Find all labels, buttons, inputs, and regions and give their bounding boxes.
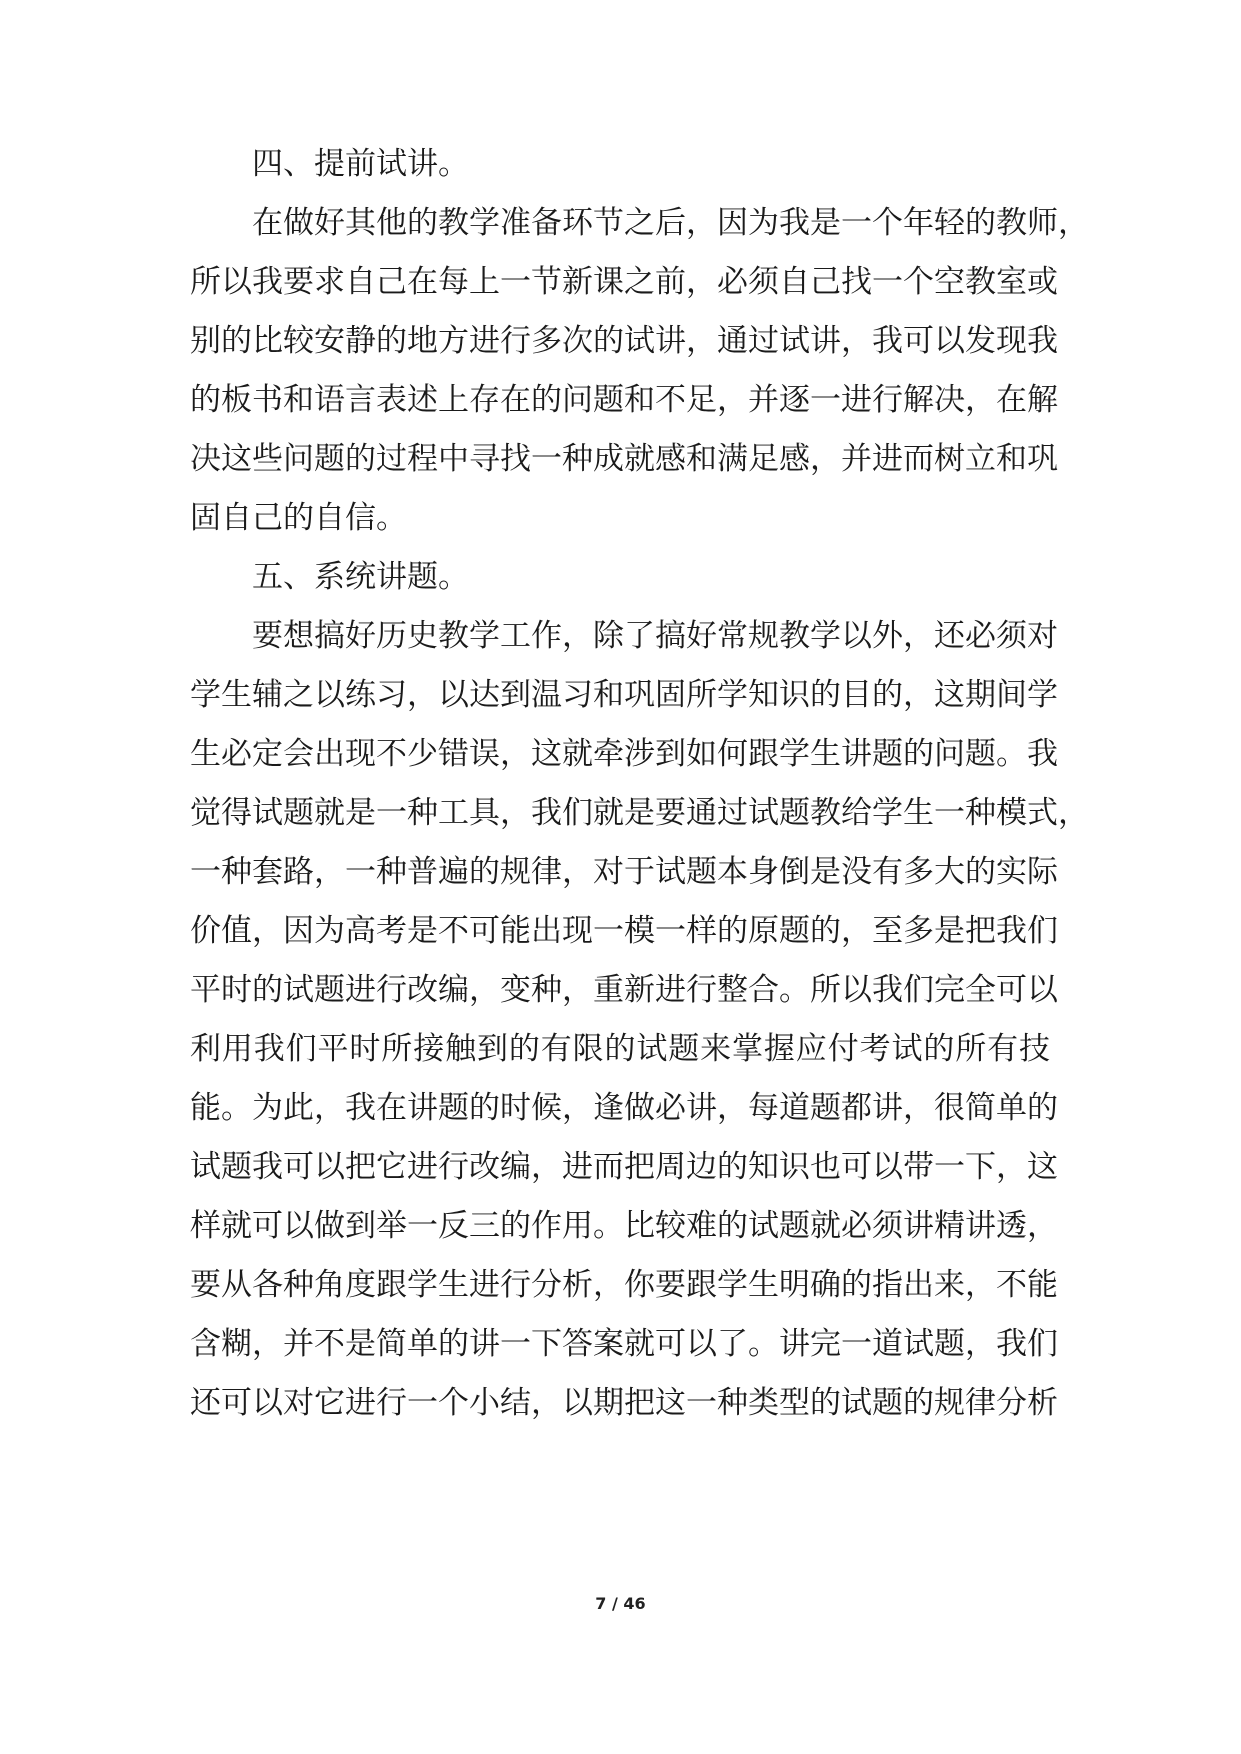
paragraph-line: 要想搞好历史教学工作，除了搞好常规教学以外，还必须对 <box>252 618 1058 654</box>
paragraph-line: 要从各种角度跟学生进行分析，你要跟学生明确的指出来，不能 <box>190 1267 1058 1303</box>
paragraph-line: 所以我要求自己在每上一节新课之前，必须自己找一个空教室或 <box>190 264 1058 300</box>
paragraph-line: 固自己的自信。 <box>190 500 407 536</box>
paragraph-line: 价值，因为高考是不可能出现一模一样的原题的，至多是把我们 <box>190 913 1058 949</box>
paragraph-line: 一种套路，一种普遍的规律，对于试题本身倒是没有多大的实际 <box>190 854 1058 890</box>
paragraph-line: 生必定会出现不少错误，这就牵涉到如何跟学生讲题的问题。我 <box>190 736 1058 772</box>
page-number: 7 / 46 <box>595 1594 646 1613</box>
paragraph-line: 觉得试题就是一种工具，我们就是要通过试题教给学生一种模式， <box>190 795 1089 831</box>
paragraph-line: 含糊，并不是简单的讲一下答案就可以了。讲完一道试题，我们 <box>190 1326 1058 1362</box>
paragraph-line: 样就可以做到举一反三的作用。比较难的试题就必须讲精讲透， <box>190 1208 1058 1244</box>
paragraph-line: 利用我们平时所接触到的有限的试题来掌握应付考试的所有技 <box>190 1031 1050 1067</box>
paragraph-line: 试题我可以把它进行改编，进而把周边的知识也可以带一下，这 <box>190 1149 1058 1185</box>
paragraph-line: 平时的试题进行改编，变种，重新进行整合。所以我们完全可以 <box>190 972 1058 1008</box>
paragraph-line: 的板书和语言表述上存在的问题和不足，并逐一进行解决，在解 <box>190 382 1058 418</box>
section-heading-4: 四、提前试讲。 <box>252 146 469 182</box>
paragraph-line: 决这些问题的过程中寻找一种成就感和满足感，并进而树立和巩 <box>190 441 1058 477</box>
paragraph-line: 还可以对它进行一个小结，以期把这一种类型的试题的规律分析 <box>190 1385 1058 1421</box>
paragraph-line: 别的比较安静的地方进行多次的试讲，通过试讲，我可以发现我 <box>190 323 1058 359</box>
paragraph-line: 能。为此，我在讲题的时候，逢做必讲，每道题都讲，很简单的 <box>190 1090 1058 1126</box>
section-heading-5: 五、系统讲题。 <box>252 559 469 595</box>
paragraph-line: 在做好其他的教学准备环节之后，因为我是一个年轻的教师， <box>252 205 1089 241</box>
paragraph-line: 学生辅之以练习，以达到温习和巩固所学知识的目的，这期间学 <box>190 677 1058 713</box>
